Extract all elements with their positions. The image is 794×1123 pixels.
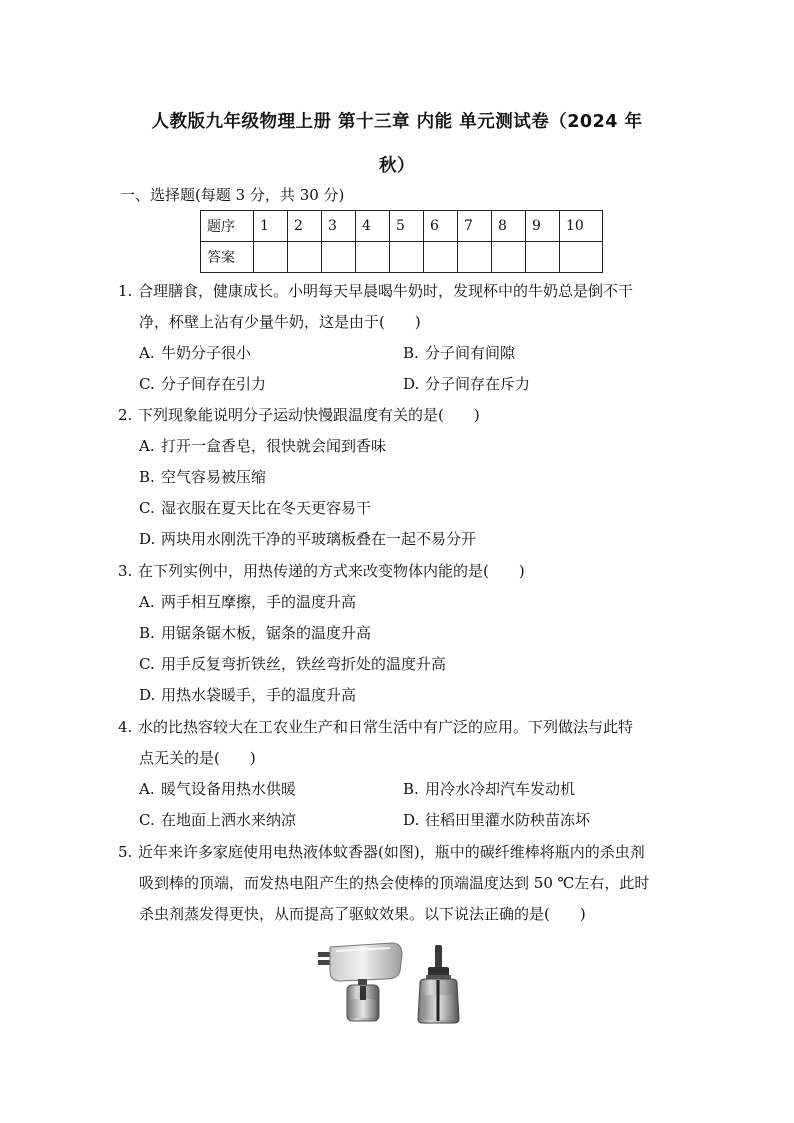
option-text: 用锯条锯木板，锯条的温度升高 [161,624,372,642]
question-4-option-d[interactable] [403,805,590,836]
option-text: 两块用水刚洗干净的平玻璃板叠在一起不易分开 [161,530,477,548]
option-label: C. [139,499,155,517]
question-4-option-c[interactable] [139,805,296,836]
answer-table-row-answers [201,242,603,273]
answer-cell[interactable] [356,242,390,273]
answer-table [200,210,603,273]
table-number-cell: 3 [322,211,356,242]
question-3-option-c[interactable] [139,649,446,680]
option-label: D. [139,686,156,704]
heater-device-image [318,943,402,1021]
question-number: 2. [118,406,133,424]
option-label: A. [139,437,155,455]
answer-table-row-numbers [201,211,603,242]
option-label: C. [139,375,155,393]
question-2-option-b[interactable] [139,462,266,493]
option-text: 分子间有间隙 [425,344,516,362]
option-text: 分子间存在斥力 [425,375,531,393]
question-1-stem-line-2: 净，杯壁上沾有少量牛奶，这是由于( ) [139,313,421,331]
option-label: D. [403,375,420,393]
question-text: 下列现象能说明分子运动快慢跟温度有关的是( ) [138,406,480,424]
option-text: 在地面上洒水来纳凉 [161,811,297,829]
option-label: B. [403,780,419,798]
option-label: A. [139,593,155,611]
option-text: 湿衣服在夏天比在冬天更容易干 [161,499,372,517]
table-number-cell: 10 [560,211,603,242]
question-3-option-d[interactable] [139,680,356,711]
repellent-bottle-image [418,945,459,1023]
question-1-option-d[interactable] [403,369,530,400]
question-number: 1. [118,282,133,300]
question-3-option-a[interactable] [139,587,356,618]
answer-cell[interactable] [288,242,322,273]
section-heading: 一、选择题(每题 3 分，共 30 分) [120,186,345,204]
table-number-cell: 6 [424,211,458,242]
option-label: B. [139,468,155,486]
question-1-option-a[interactable] [139,338,251,369]
answer-cell[interactable] [254,242,288,273]
table-label-cell: 答案 [201,242,254,273]
option-text: 空气容易被压缩 [161,468,267,486]
question-2-option-c[interactable] [139,493,371,524]
option-label: C. [139,655,155,673]
table-number-cell: 4 [356,211,390,242]
question-1-stem [118,276,678,307]
option-label: B. [139,624,155,642]
option-label: A. [139,344,155,362]
question-4-option-a[interactable] [139,774,296,805]
question-5-stem-line-2: 吸到棒的顶端，而发热电阻产生的热会使棒的顶端温度达到 50 ℃左右，此时 [139,874,650,892]
table-number-cell: 5 [390,211,424,242]
table-number-cell: 8 [492,211,526,242]
question-text: 在下列实例中，用热传递的方式来改变物体内能的是( ) [138,562,525,580]
question-4-option-b[interactable] [403,774,575,805]
question-text: 合理膳食，健康成长。小明每天早晨喝牛奶时，发现杯中的牛奶总是倒不干 [138,282,634,300]
option-text: 分子间存在引力 [161,375,267,393]
option-label: A. [139,780,155,798]
option-label: B. [403,344,419,362]
question-3-option-b[interactable] [139,618,371,649]
answer-cell[interactable] [390,242,424,273]
table-label-cell: 题序 [201,211,254,242]
title-line-2: 秋） [379,156,415,176]
answer-cell[interactable] [458,242,492,273]
question-1-option-c[interactable] [139,369,266,400]
option-text: 用热水袋暖手，手的温度升高 [161,686,357,704]
answer-cell[interactable] [560,242,603,273]
option-text: 打开一盒香皂，很快就会闻到香味 [161,437,387,455]
answer-cell[interactable] [424,242,458,273]
question-text: 水的比热容较大在工农业生产和日常生活中有广泛的应用。下列做法与此特 [138,718,634,736]
answer-cell[interactable] [526,242,560,273]
question-2-option-d[interactable] [139,524,476,555]
option-text: 往稻田里灌水防秧苗冻坏 [425,811,591,829]
question-3-stem [118,556,678,587]
question-5-stem-line-3: 杀虫剂蒸发得更快，从而提高了驱蚊效果。以下说法正确的是( ) [139,905,586,923]
question-text: 近年来许多家庭使用电热液体蚊香器(如图)，瓶中的碳纤维棒将瓶内的杀虫剂 [138,843,645,861]
option-label: D. [403,811,420,829]
page-title [110,100,684,188]
table-number-cell: 2 [288,211,322,242]
table-number-cell: 7 [458,211,492,242]
option-label: D. [139,530,156,548]
answer-cell[interactable] [492,242,526,273]
question-number: 5. [118,843,133,861]
option-label: C. [139,811,155,829]
question-2-stem [118,400,678,431]
title-line-1: 人教版九年级物理上册 第十三章 内能 单元测试卷（2024 年 [151,112,643,132]
answer-cell[interactable] [322,242,356,273]
table-number-cell: 9 [526,211,560,242]
question-1-option-b[interactable] [403,338,515,369]
option-text: 暖气设备用热水供暖 [161,780,297,798]
option-text: 用手反复弯折铁丝，铁丝弯折处的温度升高 [161,655,447,673]
option-text: 用冷水冷却汽车发动机 [425,780,576,798]
question-number: 4. [118,718,133,736]
question-number: 3. [118,562,133,580]
question-5-stem [118,837,678,868]
table-number-cell: 1 [254,211,288,242]
question-4-stem-line-2: 点无关的是( ) [139,749,256,767]
option-text: 牛奶分子很小 [161,344,252,362]
mosquito-repellent-figure [0,935,794,1025]
question-2-option-a[interactable] [139,431,386,462]
question-4-stem [118,712,678,743]
option-text: 两手相互摩擦，手的温度升高 [161,593,357,611]
